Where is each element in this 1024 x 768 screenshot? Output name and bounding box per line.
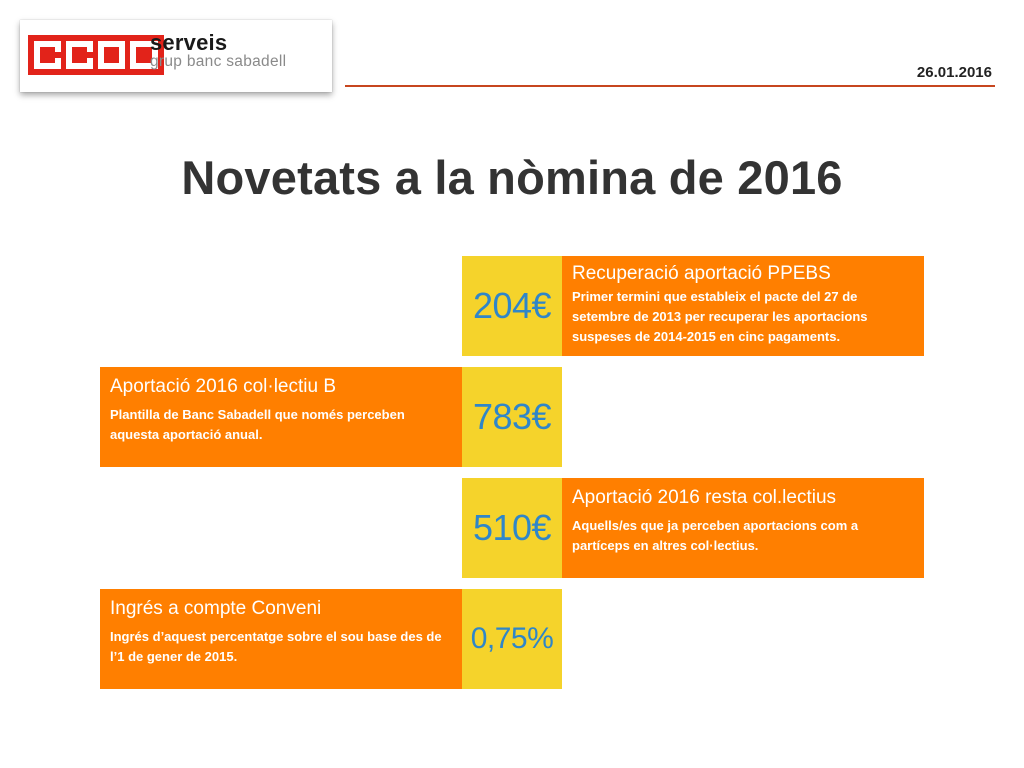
item-text: Primer termini que estableix el pacte del 27 de setembre de 2013 per recuperar les aportacions suspeses de 2014-2015 en cinc pagaments. — [572, 289, 868, 344]
logo-letter-o — [98, 41, 125, 69]
item-resta-collectius — [562, 478, 924, 578]
item-collectiu-b — [100, 367, 462, 467]
amount-collectiu-b: 783€ — [462, 367, 562, 467]
logo — [20, 20, 332, 92]
item-title: Recuperació aportació PPEBS — [572, 263, 831, 284]
item-text: Plantilla de Banc Sabadell que només perceben aquesta aportació anual. — [110, 407, 405, 442]
ccoo-logo-mark — [28, 35, 164, 75]
item-title: Aportació 2016 resta col.lectius — [572, 487, 837, 508]
amount-resta-collectius: 510€ — [462, 478, 562, 578]
logo-word: serveis — [150, 30, 228, 55]
item-title: Ingrés a compte Conveni — [110, 598, 322, 619]
logo-subtitle: grup banc sabadell — [150, 53, 287, 70]
item-text: Aquells/es que ja perceben aportacions com a partíceps en altres col·lectius. — [572, 518, 859, 553]
header-divider — [345, 85, 995, 87]
item-conveni — [100, 589, 462, 689]
item-text: Ingrés d’aquest percentatge sobre el sou base des de l’1 de gener de 2015. — [110, 629, 442, 664]
item-title: Aportació 2016 col·lectiu B — [110, 376, 337, 397]
page-title: Novetats a la nòmina de 2016 — [181, 151, 843, 204]
amount-conveni: 0,75% — [462, 589, 562, 689]
amount-ppebs: 204€ — [462, 256, 562, 356]
date-label: 26.01.2016 — [916, 64, 992, 81]
logo-letter-c — [66, 41, 93, 69]
item-ppebs — [562, 256, 924, 356]
logo-letter-c — [34, 41, 61, 69]
